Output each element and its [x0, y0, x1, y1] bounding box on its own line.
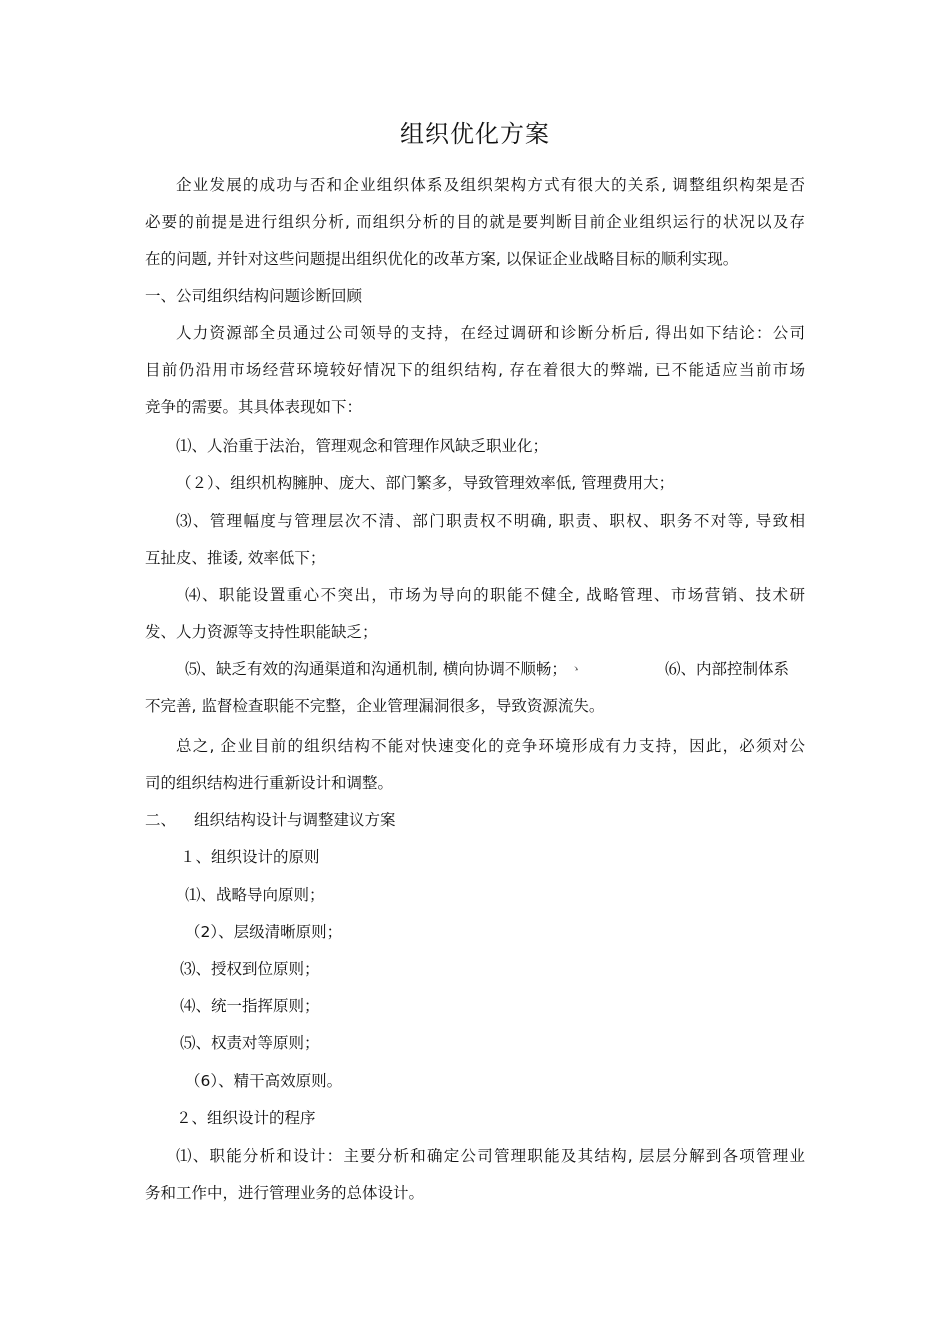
- principle-3: ⑶、授权到位原则；: [180, 960, 320, 978]
- section1-para-line-3: 竞争的需要。其具体表现如下：: [145, 398, 363, 416]
- summary-line-2: 司的组织结构进行重新设计和调整。: [145, 774, 394, 792]
- item-2: （２）、组织机构臃肿、庞大、部门繁多，导致管理效率低, 管理费用大；: [176, 474, 675, 492]
- section2-heading-number: 二、: [145, 811, 177, 829]
- principle-4: ⑷、统一指挥原则；: [180, 997, 320, 1015]
- procedure-1-line-2: 务和工作中，进行管理业务的总体设计。: [145, 1184, 425, 1202]
- intro-line-1: 企业发展的成功与否和企业组织体系及组织架构方式有很大的关系, 调整组织构架是否: [176, 176, 805, 194]
- intro-line-2: 必要的前提是进行组织分析, 而组织分析的目的就是要判断目前企业组织运行的状况以及存: [145, 213, 805, 231]
- principle-6: （6）、精干高效原则。: [185, 1072, 343, 1090]
- item-1: ⑴、人治重于法治，管理观念和管理作风缺乏职业化；: [176, 437, 549, 455]
- intro-line-3: 在的问题, 并针对这些问题提出组织优化的改革方案, 以保证企业战略目标的顺利实现。: [145, 250, 739, 268]
- item-4-line-2: 发、人力资源等支持性职能缺乏；: [145, 623, 378, 641]
- item-5-text: ⑸、缺乏有效的沟通渠道和沟通机制, 横向协调不顺畅；: [185, 660, 567, 678]
- item-4-line-1: ⑷、职能设置重心不突出，市场为导向的职能不健全, 战略管理、市场营销、技术研: [185, 586, 805, 604]
- page-title: 组织优化方案: [400, 120, 550, 148]
- summary-line-1: 总之, 企业目前的组织结构不能对快速变化的竞争环境形成有力支持，因此，必须对公: [176, 737, 805, 755]
- principle-1: ⑴、战略导向原则；: [185, 886, 325, 904]
- section1-para-line-1: 人力资源部全员通过公司领导的支持，在经过调研和诊断分析后, 得出如下结论：公司: [176, 324, 805, 342]
- sub2-title: ２、组织设计的程序: [176, 1109, 316, 1127]
- principle-2: （2）、层级清晰原则；: [185, 923, 343, 941]
- item-5: [185, 658, 581, 681]
- section1-heading: 一、公司组织结构问题诊断回顾: [145, 287, 363, 305]
- section2-heading: 组织结构设计与调整建议方案: [194, 811, 396, 829]
- principle-5: ⑸、权责对等原则；: [180, 1034, 320, 1052]
- section1-para-line-2: 目前仍沿用市场经营环境较好情况下的组织结构, 存在着很大的弊端, 已不能适应当前市场: [145, 361, 805, 379]
- item-6-line-2: 不完善, 监督检查职能不完整，企业管理漏洞很多，导致资源流失。: [145, 697, 605, 715]
- item-3-line-1: ⑶、管理幅度与管理层次不清、部门职责权不明确, 职责、职权、职务不对等, 导致相: [176, 512, 805, 530]
- sub1-title: １、组织设计的原则: [180, 848, 320, 866]
- stray-mark: ゝ: [570, 664, 581, 675]
- item-6-part-1: ⑹、内部控制体系: [665, 660, 790, 678]
- procedure-1-line-1: ⑴、职能分析和设计：主要分析和确定公司管理职能及其结构, 层层分解到各项管理业: [176, 1147, 805, 1165]
- item-3-line-2: 互扯皮、推诿, 效率低下；: [145, 549, 326, 567]
